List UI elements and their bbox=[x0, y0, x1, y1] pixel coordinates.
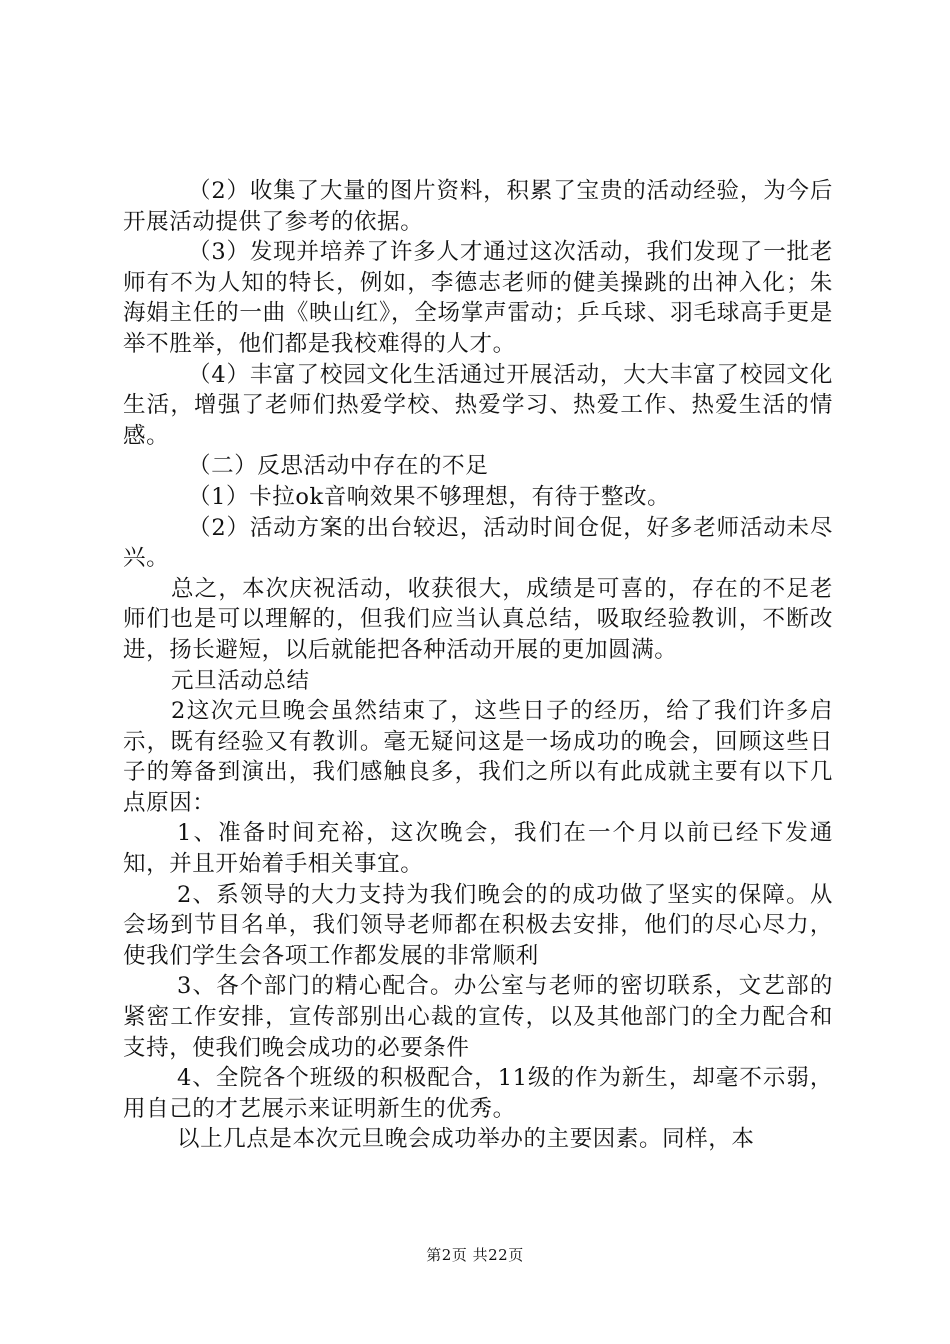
page-footer: 第2页 共22页 bbox=[426, 1246, 524, 1264]
paragraph: 2、系领导的大力支持为我们晚会的的成功做了坚实的保障。从会场到节目名单，我们领导老师都在积极去安排，他们的尽心尽力，使我们学生会各项工作都发展的非常顺利 bbox=[123, 881, 833, 969]
paragraph: 元旦活动总结 bbox=[171, 667, 310, 694]
document-body bbox=[123, 176, 833, 1155]
paragraph: 3、各个部门的精心配合。办公室与老师的密切联系，文艺部的紧密工作安排，宣传部别出心裁的宣传，以及其他部门的全力配合和支持，使我们晚会成功的必要条件 bbox=[123, 973, 833, 1061]
paragraph: 4、全院各个班级的积极配合，11级的作为新生，却毫不示弱，用自己的才艺展示来证明新生的优秀。 bbox=[123, 1065, 833, 1122]
paragraph: （3）发现并培养了许多人才通过这次活动，我们发现了一批老师有不为人知的特长，例如，李德志老师的健美操跳的出神入化；朱海娟主任的一曲《映山红》，全场掌声雷动；乒乓球、羽毛球高手更是举不胜举，他们都是我校难得的人才。 bbox=[123, 239, 833, 357]
paragraph: （2）活动方案的出台较迟，活动时间仓促，好多老师活动未尽兴。 bbox=[123, 514, 833, 572]
paragraph: 总之，本次庆祝活动，收获很大，成绩是可喜的，存在的不足老师们也是可以理解的，但我们应当认真总结，吸取经验教训，不断改进，扬长避短，以后就能把各种活动开展的更加圆满。 bbox=[123, 575, 833, 663]
paragraph: （4）丰富了校园文化生活通过开展活动，大大丰富了校园文化生活，增强了老师们热爱学校、热爱学习、热爱工作、热爱生活的情感。 bbox=[123, 361, 833, 449]
paragraph: （二）反思活动中存在的不足 bbox=[188, 453, 489, 480]
paragraph: 以上几点是本次元旦晚会成功举办的主要因素。同样，本 bbox=[177, 1126, 755, 1153]
paragraph: （1）卡拉ok音响效果不够理想，有待于整改。 bbox=[188, 483, 671, 510]
paragraph: 1、准备时间充裕，这次晚会，我们在一个月以前已经下发通知，并且开始着手相关事宜。 bbox=[123, 820, 833, 878]
paragraph: （2）收集了大量的图片资料，积累了宝贵的活动经验，为今后开展活动提供了参考的依据。 bbox=[123, 178, 833, 235]
paragraph: 2这次元旦晚会虽然结束了，这些日子的经历，给了我们许多启示，既有经验又有教训。毫无疑问这是一场成功的晚会，回顾这些日子的筹备到演出，我们感触良多，我们之所以有此成就主要有以下几点原因： bbox=[123, 698, 833, 816]
